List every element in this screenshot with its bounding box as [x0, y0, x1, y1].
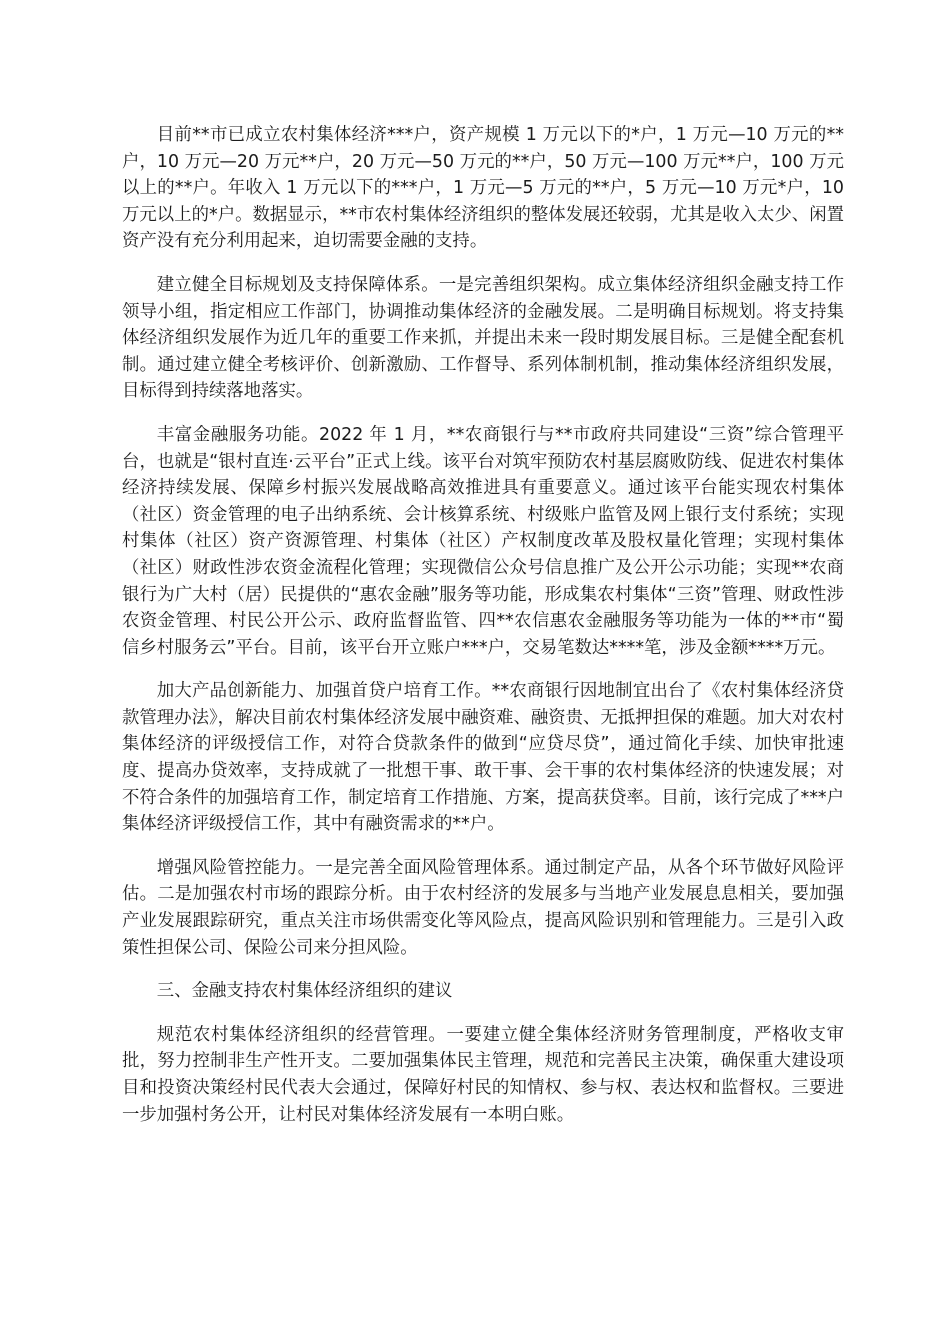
- paragraph-target-planning: 建立健全目标规划及支持保障体系。一是完善组织架构。成立集体经济组织金融支持工作领导小组，指定相应工作部门，协调推动集体经济的金融发展。二是明确目标规划。将支持集体经济组织发展作为近几年的重要工作来抓，并提出未来一段时期发展目标。三是健全配套机制。通过建立健全考核评价、创新激励、工作督导、系列体制机制，推动集体经济组织发展，目标得到持续落地落实。: [122, 274, 844, 402]
- paragraph-asset-statistics: 目前**市已成立农村集体经济***户，资产规模 1 万元以下的*户，1 万元—10 万元的**户，10 万元—20 万元**户，20 万元—50 万元的**户，50 万元—100 万元**户，100 万元以上的**户。年收入 1 万元以下的***户，1 万元—5 万元的**户，5 万元—10 万元*户，10 万元以上的*户。数据显示，**市农村集体经济组织的整体发展还较弱，尤其是收入太少、闲置资产没有充分利用起来，迫切需要金融的支持。: [122, 125, 844, 252]
- paragraph-management-standardization: 规范农村集体经济组织的经营管理。一要建立健全集体经济财务管理制度，严格收支审批，努力控制非生产性开支。二要加强集体民主管理，规范和完善民主决策，确保重大建设项目和投资决策经村民代表大会通过，保障好村民的知情权、参与权、表达权和监督权。三要进一步加强村务公开，让村民对集体经济发展有一本明白账。: [122, 1024, 844, 1125]
- paragraph-risk-control: 增强风险管控能力。一是完善全面风险管理体系。通过制定产品，从各个环节做好风险评估。二是加强农村市场的跟踪分析。由于农村经济的发展多与当地产业发展息息相关，要加强产业发展跟踪研究，重点关注市场供需变化等风险点，提高风险识别和管理能力。三是引入政策性担保公司、保险公司来分担风险。: [122, 857, 844, 958]
- document-page: [122, 122, 844, 1145]
- paragraph-financial-services: 丰富金融服务功能。2022 年 1 月，**农商银行与**市政府共同建设“三资”综合管理平台，也就是“银村直连·云平台”正式上线。该平台对筑牢预防农村基层腐败防线、促进农村集体经济持续发展、保障乡村振兴发展战略高效推进具有重要意义。通过该平台能实现农村集体（社区）资金管理的电子出纳系统、会计核算系统、村级账户监管及网上银行支付系统；实现村集体（社区）资产资源管理、村集体（社区）产权制度改革及股权量化管理；实现村集体（社区）财政性涉农资金流程化管理；实现微信公众号信息推广及公开公示功能；实现**农商银行为广大村（居）民提供的“惠农金融”服务等功能，形成集农村集体“三资”管理、财政性涉农资金管理、村民公开公示、政府监督监管、四**农信惠农金融服务等功能为一体的**市“蜀信乡村服务云”平台。目前，该平台开立账户***户，交易笔数达****笔，涉及金额****万元。: [122, 424, 844, 658]
- section-heading: 三、金融支持农村集体经济组织的建议: [156, 981, 453, 1002]
- paragraph-product-innovation: 加大产品创新能力、加强首贷户培育工作。**农商银行因地制宜出台了《农村集体经济贷款管理办法》，解决目前农村集体经济发展中融资难、融资贵、无抵押担保的难题。加大对农村集体经济的评级授信工作，对符合贷款条件的做到“应贷尽贷”，通过简化手续、加快审批速度、提高办贷效率，支持成就了一批想干事、敢干事、会干事的农村集体经济的快速发展；对不符合条件的加强培育工作，制定培育工作措施、方案，提高获贷率。目前，该行完成了***户集体经济评级授信工作，其中有融资需求的**户。: [122, 681, 844, 835]
